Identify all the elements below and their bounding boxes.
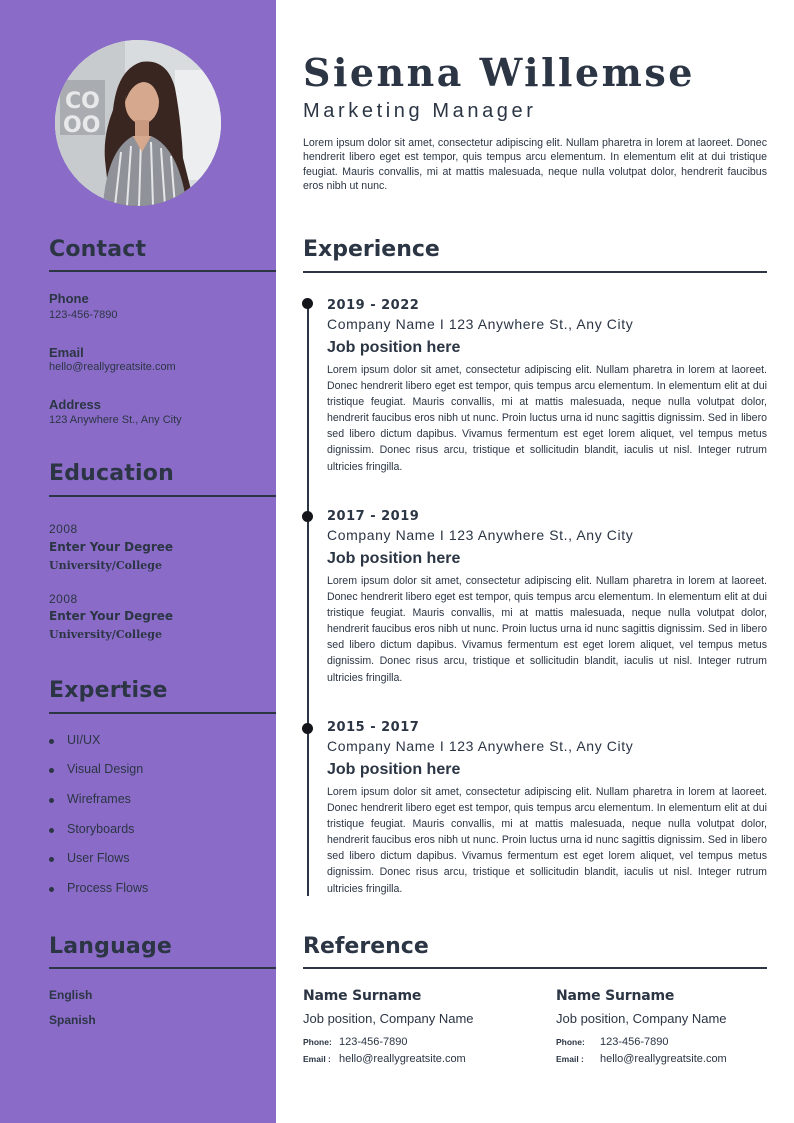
phone-value: 123-456-7890 [49,309,118,321]
experience-company: Company Name I 123 Anywhere St., Any City [327,738,634,754]
language-divider [49,967,276,969]
profile-photo [55,40,221,206]
reference-email-label: Email : [303,1054,331,1064]
candidate-name: Sienna Willemse [303,50,695,95]
bullet-icon [49,798,54,803]
reference-phone-label: Phone: [303,1037,332,1047]
reference-position: Job position, Company Name [303,1011,474,1026]
timeline-line [307,304,309,896]
education-school: University/College [49,628,162,641]
education-school: University/College [49,559,162,572]
experience-description: Lorem ipsum dolor sit amet, consectetur adipiscing elit. Nullam pharetra in lorem at laoreet. Donec hendrerit libero eget est tempor, quis tempus arcu elementum. In elementum elit at dui tristique feugiat. Mauris convallis, mi at mattis malesuada, neque nulla volutpat dolor, hendrerit faucibus eros nibh ut nunc. Proin luctus urna id nunc sagittis dignissim. Sed in libero sed libero dictum dapibus. Vivamus fermentum est eget lorem aliquet, vel tempus metus dignissim. Donec risus arcu, tristique et sollicitudin blandit, iaculis ut nisl. Integer rutrum ultricies fringilla. [327,575,767,684]
experience-position: Job position here [327,550,461,567]
expertise-item: Process Flows [67,881,149,895]
svg-text:OO: OO [63,113,101,138]
reference-email-label: Email : [556,1054,584,1064]
experience-description: Lorem ipsum dolor sit amet, consectetur adipiscing elit. Nullam pharetra in lorem at laoreet. Donec hendrerit libero eget est tempor, quis tempus arcu elementum. In elementum elit at dui tristique feugiat. Mauris convallis, mi at mattis malesuada, neque nulla volutpat dolor, hendrerit faucibus eros nibh ut nunc. Proin luctus urna id nunc sagittis dignissim. Sed in libero sed libero dictum dapibus. Vivamus fermentum est eget lorem aliquet, vel tempus metus dignissim. Donec risus arcu, tristique et sollicitudin blandit, iaculis ut nisl. Integer rutrum ultricies fringilla. [327,786,767,895]
reference-position: Job position, Company Name [556,1011,727,1026]
experience-divider [303,271,767,273]
education-heading: Education [49,461,174,486]
expertise-divider [49,712,276,714]
intro-paragraph: Lorem ipsum dolor sit amet, consectetur adipiscing elit. Nullam pharetra in lorem at laoreet. Donec hendrerit libero eget est tempor, quis tempus arcu elementum. In elementum elit at dui tristique feugiat. Mauris convallis, mi at mattis malesuada, neque nulla volutpat dolor, hendrerit faucibus eros nibh ut nunc. [303,137,767,193]
reference-name: Name Surname [303,988,422,1004]
expertise-item: UI/UX [67,733,101,747]
timeline-dot [302,298,313,309]
language-heading: Language [49,934,173,959]
experience-description: Lorem ipsum dolor sit amet, consectetur adipiscing elit. Nullam pharetra in lorem at laoreet. Donec hendrerit libero eget est tempor, quis tempus arcu elementum. In elementum elit at dui tristique feugiat. Mauris convallis, mi at mattis malesuada, neque nulla volutpat dolor, hendrerit faucibus eros nibh ut nunc. Proin luctus urna id nunc sagittis dignissim. Sed in libero sed libero dictum dapibus. Vivamus fermentum est eget lorem aliquet, vel tempus metus dignissim. Donec risus arcu, tristique et sollicitudin blandit, iaculis ut nisl. Integer rutrum ultricies fringilla. [327,364,767,473]
email-label: Email [49,345,84,360]
reference-email: hello@reallygreatsite.com [600,1053,727,1065]
timeline-dot [302,723,313,734]
experience-heading: Experience [303,237,440,262]
svg-text:CO: CO [65,89,100,114]
reference-phone-label: Phone: [556,1037,585,1047]
candidate-role: Marketing Manager [303,100,537,122]
email-value: hello@reallygreatsite.com [49,361,176,373]
experience-position: Job position here [327,339,461,356]
experience-company: Company Name I 123 Anywhere St., Any City [327,527,634,543]
expertise-item: Visual Design [67,762,144,776]
reference-email: hello@reallygreatsite.com [339,1053,466,1065]
expertise-heading: Expertise [49,678,168,703]
expertise-item: Wireframes [67,792,131,806]
contact-divider [49,270,276,272]
timeline-dot [302,511,313,522]
education-year: 2008 [49,522,78,536]
reference-divider [303,967,767,969]
experience-position: Job position here [327,761,461,778]
bullet-icon [49,887,54,892]
reference-heading: Reference [303,934,429,959]
address-value: 123 Anywhere St., Any City [49,414,182,426]
phone-label: Phone [49,291,89,306]
education-degree: Enter Your Degree [49,540,174,554]
language-item: Spanish [49,1013,96,1027]
address-label: Address [49,397,102,412]
bullet-icon [49,768,54,773]
experience-years: 2015 - 2017 [327,720,420,735]
bullet-icon [49,739,54,744]
experience-years: 2019 - 2022 [327,298,420,313]
education-degree: Enter Your Degree [49,609,174,623]
bullet-icon [49,857,54,862]
bullet-icon [49,828,54,833]
reference-phone: 123-456-7890 [600,1036,669,1048]
education-divider [49,495,276,497]
reference-name: Name Surname [556,988,675,1004]
expertise-item: User Flows [67,851,130,865]
reference-phone: 123-456-7890 [339,1036,408,1048]
expertise-item: Storyboards [67,822,135,836]
experience-company: Company Name I 123 Anywhere St., Any City [327,316,634,332]
sidebar [0,0,276,1123]
education-year: 2008 [49,592,78,606]
contact-heading: Contact [49,237,147,262]
experience-years: 2017 - 2019 [327,509,420,524]
language-item: English [49,988,93,1002]
